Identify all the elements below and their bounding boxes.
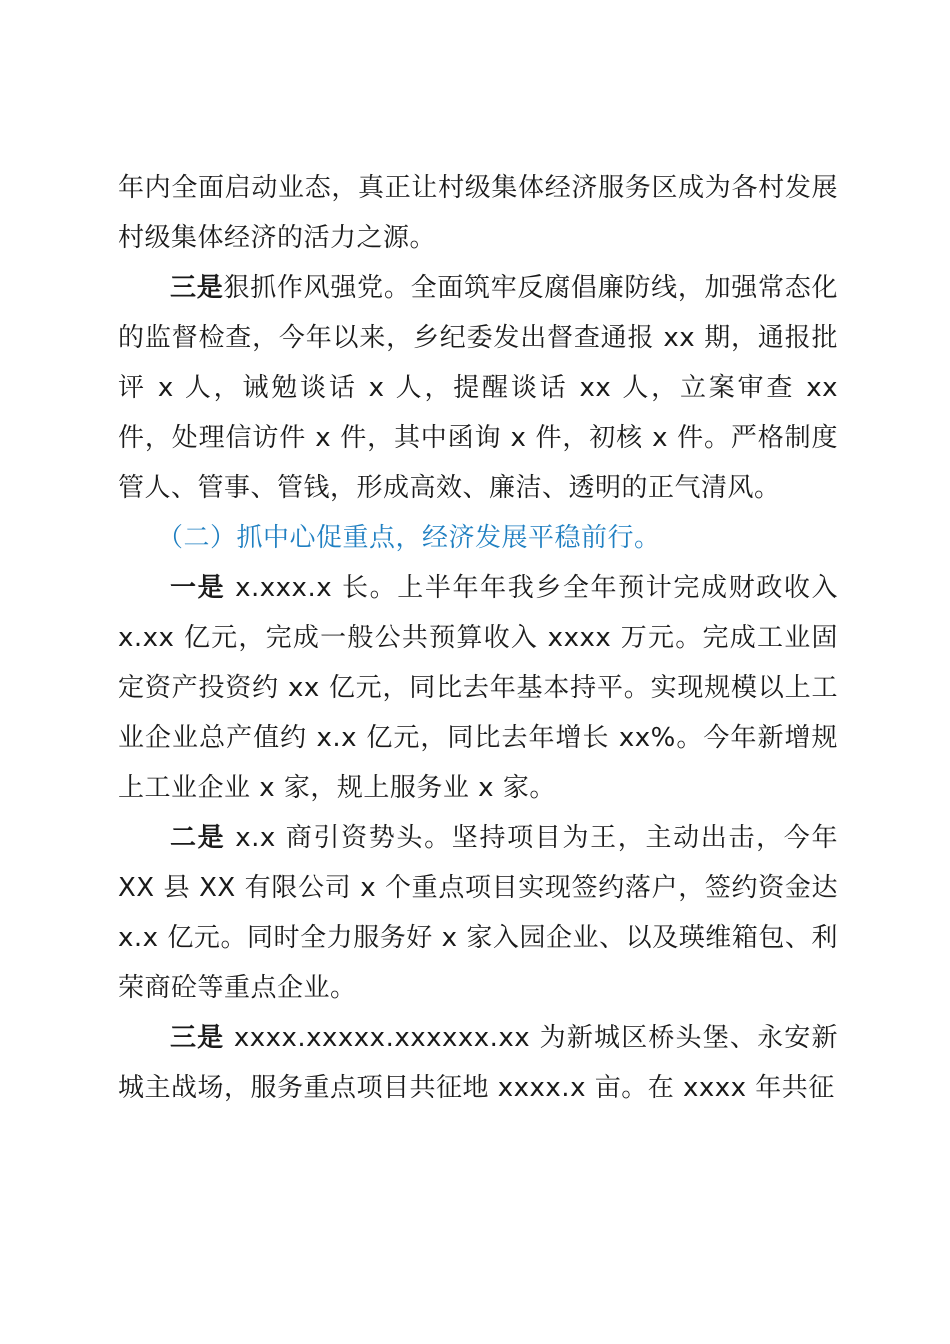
paragraph-text: x.x 商引资势头。坚持项目为王，主动出击，今年 XX 县 XX 有限公司 x 个重点项目实现签约落户，签约资金达 x.x 亿元。同时全力服务好 x 家入园企业、以及瑛维箱包、利荣商砼等重点企业。 (118, 823, 838, 1003)
section-heading: （二）抓中心促重点，经济发展平稳前行。 (157, 523, 661, 553)
paragraph-text: xxxx.xxxxx.xxxxxx.xx 为新城区桥头堡、永安新城主战场，服务重点项目共征地 xxxx.x 亩。在 xxxx 年共征 (118, 1023, 838, 1103)
paragraph-item-2 (118, 813, 838, 1013)
paragraph-lead: 二是 (170, 823, 226, 853)
paragraph-lead: 三是 (170, 273, 224, 303)
document-page (118, 163, 838, 1113)
paragraph-text: x.xxx.x 长。上半年年我乡全年预计完成财政收入 x.xx 亿元，完成一般公共预算收入 xxxx 万元。完成工业固定资产投资约 xx 亿元，同比去年基本持平。实现规模以上工业企业总产值约 x.x 亿元，同比去年增长 xx%。今年新增规上工业企业 x 家，规上服务业 x 家。 (118, 573, 838, 803)
paragraph-text: 狠抓作风强党。全面筑牢反腐倡廉防线，加强常态化的监督检查，今年以来，乡纪委发出督查通报 xx 期，通报批评 x 人，诫勉谈话 x 人，提醒谈话 xx 人，立案审查 xx 件，处理信访件 x 件，其中函询 x 件，初核 x 件。严格制度管人、管事、管钱，形成高效、廉洁、透明的正气清风。 (118, 273, 838, 503)
paragraph-lead: 三是 (170, 1023, 225, 1053)
paragraph-item-3b (118, 1013, 838, 1113)
paragraph-item-1 (118, 563, 838, 813)
paragraph-item-3 (118, 263, 838, 513)
paragraph-intro (118, 163, 838, 263)
paragraph-lead: 一是 (170, 573, 226, 603)
paragraph-text: 年内全面启动业态，真正让村级集体经济服务区成为各村发展村级集体经济的活力之源。 (118, 173, 838, 253)
